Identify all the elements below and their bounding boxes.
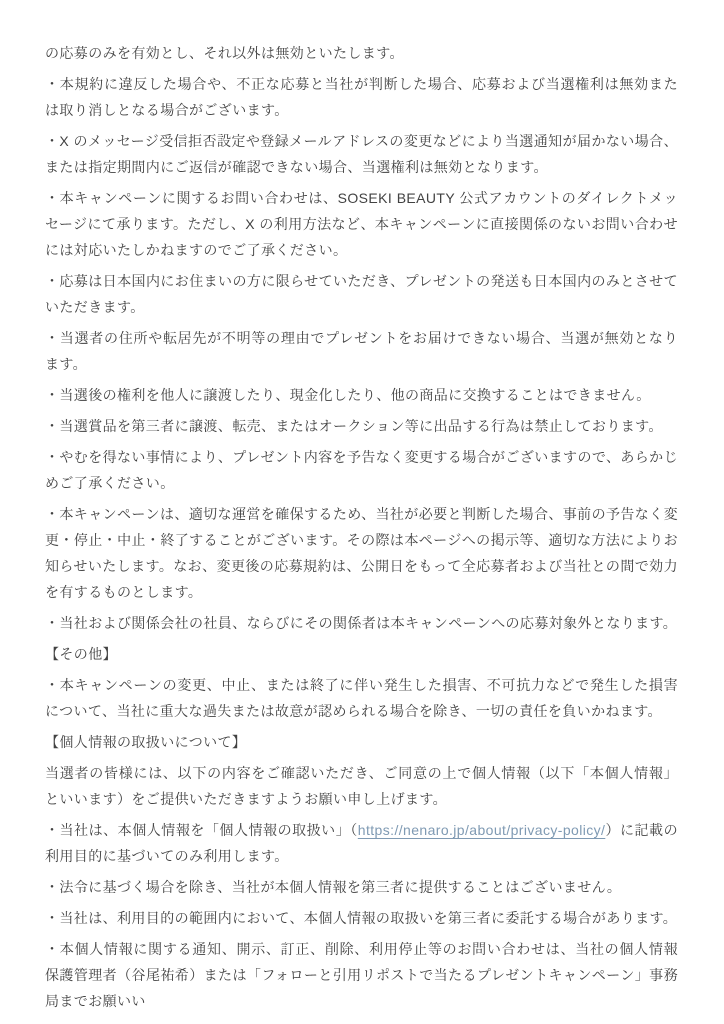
- terms-paragraph-with-link: [45, 817, 678, 869]
- terms-paragraph: ・当社および関係会社の社員、ならびにその関係者は本キャンペーンへの応募対象外となります。: [45, 615, 678, 631]
- section-heading-personal-info: 【個人情報の取扱いについて】: [45, 734, 247, 750]
- paragraph-text-after-link: ）に記載の利用目的に基づいてのみ利用します。: [45, 822, 678, 864]
- terms-paragraph: ・応募は日本国内にお住まいの方に限らせていただき、プレゼントの発送も日本国内のみとさせていただきます。: [45, 273, 678, 315]
- terms-paragraph: ・本規約に違反した場合や、不正な応募と当社が判断した場合、応募および当選権利は無効または取り消しとなる場合がございます。: [45, 76, 678, 118]
- paragraph-text-before-link: ・当社は、本個人情報を「個人情報の取扱い」（: [45, 822, 358, 838]
- terms-paragraph: ・当選賞品を第三者に譲渡、転売、またはオークション等に出品する行為は禁止しております。: [45, 418, 663, 434]
- section-heading-others: 【その他】: [45, 646, 117, 662]
- terms-paragraph: ・当選後の権利を他人に譲渡したり、現金化したり、他の商品に交換することはできません。: [45, 387, 651, 403]
- terms-paragraph: ・当社は、利用目的の範囲内において、本個人情報の取扱いを第三者に委託する場合があります。: [45, 910, 678, 926]
- terms-paragraph: ・法令に基づく場合を除き、当社が本個人情報を第三者に提供することはございません。: [45, 879, 622, 895]
- terms-paragraph: ・当選者の住所や転居先が不明等の理由でプレゼントをお届けできない場合、当選が無効となります。: [45, 330, 678, 372]
- privacy-policy-link[interactable]: https://nenaro.jp/about/privacy-policy/: [357, 822, 606, 838]
- terms-paragraph: の応募のみを有効とし、それ以外は無効といたします。: [45, 45, 404, 61]
- terms-paragraph: ・本キャンペーンは、適切な運営を確保するため、当社が必要と判断した場合、事前の予告なく変更・停止・中止・終了することがございます。その際は本ページへの掲示等、適切な方法によりお知らせいたします。なお、変更後の応募規約は、公開日をもって全応募者および当社との間で効力を有するものとします。: [45, 506, 678, 600]
- terms-paragraph: ・やむを得ない事情により、プレゼント内容を予告なく変更する場合がございますので、あらかじめご了承ください。: [45, 449, 678, 491]
- terms-paragraph: ・X のメッセージ受信拒否設定や登録メールアドレスの変更などにより当選通知が届かない場合、または指定期間内にご返信が確認できない場合、当選権利は無効となります。: [45, 133, 678, 175]
- terms-paragraph: 当選者の皆様には、以下の内容をご確認いただき、ご同意の上で個人情報（以下「本個人情報」といいます）をご提供いただきますようお願い申し上げます。: [45, 765, 678, 807]
- terms-paragraph: ・本キャンペーンの変更、中止、または終了に伴い発生した損害、不可抗力などで発生した損害について、当社に重大な過失または故意が認められる場合を除き、一切の責任を負いかねます。: [45, 677, 678, 719]
- terms-paragraph: ・本キャンペーンに関するお問い合わせは、SOSEKI BEAUTY 公式アカウントのダイレクトメッセージにて承ります。ただし、X の利用方法など、本キャンペーンに直接関係のないお問い合わせには対応いたしかねますのでご了承ください。: [45, 190, 678, 258]
- terms-paragraph: ・本個人情報に関する通知、開示、訂正、削除、利用停止等のお問い合わせは、当社の個人情報保護管理者（谷尾祐希）または「フォローと引用リポストで当たるプレゼントキャンペーン」事務局までお願いい: [45, 941, 678, 1009]
